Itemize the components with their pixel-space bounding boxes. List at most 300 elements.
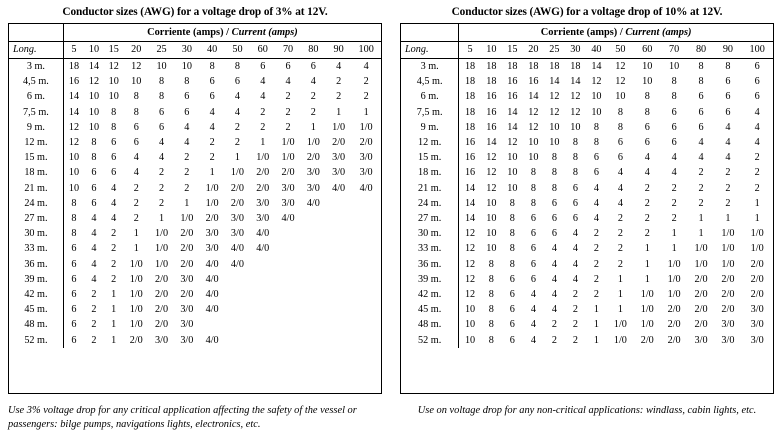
- cell: 4: [617, 167, 623, 179]
- table-row: [401, 302, 773, 317]
- cell: 2: [260, 106, 266, 118]
- left-col-header: 90: [326, 42, 351, 59]
- cell: 6: [111, 137, 117, 149]
- row-label: 52 m.: [401, 333, 459, 348]
- row-label: 21 m.: [9, 181, 63, 196]
- cell: 6: [572, 197, 578, 209]
- cell: 12: [570, 91, 581, 103]
- cell: 2/0: [721, 304, 735, 316]
- cell: 2: [644, 228, 650, 240]
- cell: 2: [725, 197, 731, 209]
- table-row: [9, 302, 381, 317]
- table-row: [401, 287, 773, 302]
- cell: 4: [644, 167, 650, 179]
- right-footnote: Use on voltage drop for any non-critical applications: windlass, cabin lights, etc.: [417, 405, 757, 416]
- cell: 6: [209, 91, 215, 103]
- row-label: 48 m.: [9, 317, 63, 332]
- cell: 8: [617, 121, 623, 133]
- cell: 1: [671, 243, 677, 255]
- cell: 2: [133, 213, 139, 225]
- cell: 2: [572, 289, 578, 301]
- cell: 6: [725, 106, 731, 118]
- panel-3-percent: [8, 4, 382, 443]
- cell: 8: [111, 106, 117, 118]
- row-label: 45 m.: [9, 302, 63, 317]
- cell: 10: [464, 319, 476, 331]
- cell: [351, 333, 381, 348]
- cell: 10: [528, 152, 539, 164]
- cell: 6: [509, 319, 515, 331]
- cell: 10: [181, 61, 192, 72]
- cell: 1/0: [155, 243, 169, 255]
- left-col-header: 80: [301, 42, 326, 59]
- cell: 6: [725, 76, 731, 88]
- cell: 6: [593, 167, 599, 179]
- cell: [275, 226, 300, 241]
- cell: 8: [488, 319, 494, 331]
- cell: 2/0: [750, 258, 764, 270]
- cell: 2: [111, 258, 117, 270]
- cell: 4: [617, 197, 623, 209]
- row-label: 52 m.: [9, 333, 63, 348]
- cell: 2/0: [694, 304, 708, 316]
- cell: 6: [754, 76, 760, 88]
- right-col-header: 80: [688, 42, 715, 59]
- right-col-header: 40: [586, 42, 607, 59]
- cell: [326, 333, 351, 348]
- cell: 1: [133, 228, 139, 240]
- left-col-header: 40: [200, 42, 225, 59]
- table-row: [9, 196, 381, 211]
- cell: 6: [551, 228, 557, 240]
- cell: 3/0: [180, 273, 194, 285]
- cell: 2: [285, 91, 291, 103]
- cell: 18: [486, 61, 497, 72]
- cell: 4: [725, 137, 731, 149]
- cell: [326, 196, 351, 211]
- left-column-header-row: [9, 42, 381, 59]
- cell: 14: [591, 61, 602, 72]
- cell: 8: [509, 258, 515, 270]
- cell: [351, 302, 381, 317]
- cell: 1/0: [694, 243, 708, 255]
- cell: [225, 333, 250, 348]
- cell: 1/0: [613, 334, 627, 346]
- right-col-header: 100: [741, 42, 773, 59]
- cell: 2/0: [155, 304, 169, 316]
- cell: 10: [642, 76, 653, 88]
- cell: 4: [363, 61, 369, 72]
- cell: 4: [644, 152, 650, 164]
- cell: 1: [644, 258, 650, 270]
- cell: 12: [464, 243, 476, 255]
- cell: 2: [184, 167, 190, 179]
- row-label: 27 m.: [9, 211, 63, 226]
- cell: 14: [549, 76, 560, 88]
- right-current-group-header-en: Current (amps): [625, 27, 692, 38]
- right-table-head: [401, 24, 773, 59]
- cell: [225, 272, 250, 287]
- cell: 1: [111, 304, 117, 316]
- cell: 1/0: [750, 228, 764, 240]
- cell: 10: [68, 167, 80, 179]
- cell: 1/0: [694, 258, 708, 270]
- left-col-header: 5: [63, 42, 84, 59]
- cell: 3/0: [332, 152, 346, 164]
- cell: 2: [754, 152, 760, 164]
- cell: 2: [91, 334, 97, 346]
- cell: 4: [209, 106, 215, 118]
- cell: 2/0: [694, 319, 708, 331]
- cell: 1/0: [129, 273, 143, 285]
- cell: 2/0: [155, 273, 169, 285]
- cell: 2: [336, 91, 342, 103]
- cell: 1: [234, 152, 240, 164]
- table-row: [9, 74, 381, 89]
- right-current-group-header: [459, 24, 773, 42]
- cell: 1/0: [667, 258, 681, 270]
- cell: [275, 241, 300, 256]
- cell: 2: [617, 213, 623, 225]
- cell: 8: [530, 197, 536, 209]
- cell: 2: [111, 228, 117, 240]
- cell: 18: [528, 61, 539, 72]
- row-label: 39 m.: [9, 272, 63, 287]
- left-current-group-header-es: Corriente (amps) /: [147, 27, 230, 38]
- cell: 2/0: [694, 273, 708, 285]
- row-label: 7,5 m.: [401, 105, 459, 120]
- row-label: 27 m.: [401, 211, 459, 226]
- cell: 8: [551, 167, 557, 179]
- cell: [301, 272, 326, 287]
- cell: [275, 272, 300, 287]
- cell: 12: [68, 121, 80, 133]
- cell: 2: [754, 182, 760, 194]
- cell: 8: [488, 334, 494, 346]
- cell: 2: [209, 152, 215, 164]
- cell: 4/0: [281, 213, 295, 225]
- cell: 14: [507, 106, 518, 118]
- cell: 10: [486, 243, 497, 255]
- left-col-header: 20: [124, 42, 149, 59]
- cell: 4: [184, 137, 190, 149]
- cell: [326, 211, 351, 226]
- cell: 3/0: [332, 167, 346, 179]
- cell: [301, 302, 326, 317]
- cell: 16: [486, 121, 497, 133]
- cell: 4/0: [306, 197, 320, 209]
- left-current-group-header-en: Current (amps): [231, 27, 298, 38]
- cell: 4: [572, 258, 578, 270]
- cell: 10: [108, 76, 119, 88]
- cell: 8: [91, 137, 97, 149]
- cell: 18: [464, 61, 476, 72]
- cell: 12: [464, 258, 476, 270]
- cell: 10: [549, 137, 560, 149]
- cell: 2: [363, 91, 369, 103]
- cell: 2: [617, 243, 623, 255]
- left-col-header: 50: [225, 42, 250, 59]
- cell: 4: [698, 152, 704, 164]
- row-label: 15 m.: [401, 150, 459, 165]
- cell: 8: [698, 76, 704, 88]
- row-label: 9 m.: [9, 120, 63, 135]
- cell: [351, 287, 381, 302]
- cell: 4/0: [359, 182, 373, 194]
- cell: 3/0: [155, 334, 169, 346]
- cell: 2: [260, 121, 266, 133]
- cell: 10: [486, 213, 497, 225]
- cell: 2: [363, 76, 369, 88]
- cell: 12: [88, 76, 100, 88]
- cell: 3/0: [180, 304, 194, 316]
- cell: 10: [570, 121, 581, 133]
- cell: 6: [111, 152, 117, 164]
- cell: 2/0: [281, 167, 295, 179]
- cell: 1/0: [640, 319, 654, 331]
- cell: 12: [131, 61, 142, 72]
- table-row: [9, 59, 381, 75]
- cell: 4: [754, 137, 760, 149]
- cell: [225, 317, 250, 332]
- left-table: [9, 24, 381, 348]
- cell: 2: [91, 319, 97, 331]
- table-row: [401, 211, 773, 226]
- row-label: 7,5 m.: [9, 105, 63, 120]
- row-label: 3 m.: [9, 59, 63, 75]
- cell: 1/0: [155, 258, 169, 270]
- cell: 2: [593, 258, 599, 270]
- cell: 16: [464, 137, 476, 149]
- cell: 6: [234, 76, 240, 88]
- table-row: [9, 89, 381, 104]
- table-row: [401, 150, 773, 165]
- cell: 2: [572, 304, 578, 316]
- cell: 4: [725, 152, 731, 164]
- cell: 2: [133, 182, 139, 194]
- cell: 10: [464, 304, 476, 316]
- cell: 8: [593, 137, 599, 149]
- cell: 8: [509, 243, 515, 255]
- cell: 8: [530, 167, 536, 179]
- cell: 12: [486, 182, 497, 194]
- cell: 3/0: [694, 334, 708, 346]
- cell: 2/0: [667, 304, 681, 316]
- right-corner-blank: [401, 24, 459, 42]
- cell: 3/0: [306, 182, 320, 194]
- cell: 10: [642, 61, 653, 72]
- cell: 10: [507, 182, 518, 194]
- row-label: 15 m.: [9, 150, 63, 165]
- cell: 6: [71, 319, 77, 331]
- cell: 16: [464, 167, 476, 179]
- cell: 6: [754, 91, 760, 103]
- cell: 1/0: [359, 121, 373, 133]
- cell: 6: [285, 61, 291, 72]
- cell: 2: [111, 243, 117, 255]
- cell: 2: [593, 243, 599, 255]
- cell: 6: [551, 197, 557, 209]
- table-row: [9, 150, 381, 165]
- cell: 2: [671, 182, 677, 194]
- cell: 8: [488, 289, 494, 301]
- cell: 8: [184, 76, 190, 88]
- cell: 10: [507, 152, 518, 164]
- cell: 4: [91, 243, 97, 255]
- cell: 2: [572, 319, 578, 331]
- cell: 16: [528, 76, 539, 88]
- cell: 6: [209, 76, 215, 88]
- cell: 8: [617, 106, 623, 118]
- row-label: 4,5 m.: [9, 74, 63, 89]
- cell: 1/0: [667, 289, 681, 301]
- cell: 4: [551, 273, 557, 285]
- cell: 8: [91, 152, 97, 164]
- cell: 2/0: [180, 289, 194, 301]
- cell: 4: [530, 304, 536, 316]
- cell: 8: [644, 106, 650, 118]
- cell: 8: [572, 167, 578, 179]
- cell: 4: [310, 76, 316, 88]
- cell: 3/0: [205, 228, 219, 240]
- cell: 8: [133, 91, 139, 103]
- cell: 6: [71, 304, 77, 316]
- cell: 1/0: [640, 289, 654, 301]
- cell: 12: [108, 61, 119, 72]
- cell: 4: [91, 273, 97, 285]
- cell: 1: [111, 319, 117, 331]
- cell: 1: [644, 273, 650, 285]
- cell: 1/0: [750, 243, 764, 255]
- cell: 4: [260, 91, 266, 103]
- cell: 2/0: [721, 289, 735, 301]
- cell: 4: [260, 76, 266, 88]
- cell: 2: [285, 106, 291, 118]
- cell: 14: [464, 197, 476, 209]
- cell: 2: [159, 167, 165, 179]
- left-group-header-row: [9, 24, 381, 42]
- table-row: [401, 272, 773, 287]
- left-col-header: 15: [104, 42, 124, 59]
- cell: 8: [488, 273, 494, 285]
- right-col-header: 70: [661, 42, 688, 59]
- cell: 1: [111, 334, 117, 346]
- cell: 4: [530, 319, 536, 331]
- cell: 14: [486, 137, 497, 149]
- cell: 2/0: [230, 197, 244, 209]
- left-table-title: Conductor sizes (AWG) for a voltage drop of 3% at 12V.: [62, 6, 328, 18]
- cell: 4/0: [230, 258, 244, 270]
- cell: 2: [234, 121, 240, 133]
- cell: 18: [464, 91, 476, 103]
- cell: [225, 287, 250, 302]
- cell: 6: [530, 243, 536, 255]
- cell: 4: [551, 258, 557, 270]
- cell: 4/0: [230, 243, 244, 255]
- table-row: [9, 120, 381, 135]
- cell: 4: [91, 228, 97, 240]
- row-label: 4,5 m.: [401, 74, 459, 89]
- cell: [250, 333, 275, 348]
- cell: [275, 257, 300, 272]
- cell: 8: [593, 121, 599, 133]
- cell: 1: [111, 289, 117, 301]
- cell: 6: [310, 61, 316, 72]
- cell: 6: [671, 106, 677, 118]
- cell: 8: [509, 213, 515, 225]
- cell: 1/0: [281, 137, 295, 149]
- cell: 1: [336, 106, 342, 118]
- cell: 12: [68, 137, 80, 149]
- right-col-header: 30: [565, 42, 586, 59]
- cell: 8: [509, 228, 515, 240]
- row-label: 12 m.: [9, 135, 63, 150]
- right-col-header: 20: [523, 42, 544, 59]
- cell: 1/0: [256, 152, 270, 164]
- cell: [301, 257, 326, 272]
- cell: 4: [111, 213, 117, 225]
- row-label: 30 m.: [9, 226, 63, 241]
- cell: 1: [260, 137, 266, 149]
- cell: [275, 317, 300, 332]
- cell: 1: [593, 319, 599, 331]
- cell: 18: [549, 61, 560, 72]
- cell: 2/0: [332, 137, 346, 149]
- cell: 2/0: [256, 182, 270, 194]
- cell: 12: [464, 273, 476, 285]
- cell: 1: [754, 197, 760, 209]
- cell: [275, 287, 300, 302]
- row-label: 24 m.: [9, 196, 63, 211]
- cell: 4: [209, 121, 215, 133]
- cell: 6: [184, 91, 190, 103]
- right-col-header: 5: [459, 42, 481, 59]
- row-label: 18 m.: [401, 165, 459, 180]
- cell: 1: [617, 273, 623, 285]
- table-row: [401, 59, 773, 75]
- cell: 8: [698, 61, 704, 72]
- cell: 1/0: [332, 121, 346, 133]
- cell: 8: [551, 152, 557, 164]
- cell: [351, 317, 381, 332]
- cell: 2: [133, 197, 139, 209]
- cell: 1: [754, 213, 760, 225]
- row-label: 12 m.: [401, 135, 459, 150]
- left-current-group-header: [63, 24, 381, 42]
- cell: 12: [464, 289, 476, 301]
- table-row: [9, 211, 381, 226]
- cell: 2: [698, 167, 704, 179]
- cell: 4: [133, 167, 139, 179]
- cell: 2: [551, 319, 557, 331]
- cell: 3/0: [205, 243, 219, 255]
- cell: 6: [698, 121, 704, 133]
- cell: 2/0: [230, 182, 244, 194]
- cell: [275, 333, 300, 348]
- cell: 6: [159, 106, 165, 118]
- cell: 8: [671, 76, 677, 88]
- left-length-header: Long.: [9, 42, 63, 59]
- cell: 3/0: [281, 197, 295, 209]
- right-col-header: 90: [714, 42, 741, 59]
- cell: 6: [260, 61, 266, 72]
- cell: 14: [68, 106, 80, 118]
- table-row: [9, 272, 381, 287]
- cell: 4: [111, 182, 117, 194]
- cell: 1: [184, 197, 190, 209]
- cell: 1: [725, 213, 731, 225]
- cell: 2: [754, 167, 760, 179]
